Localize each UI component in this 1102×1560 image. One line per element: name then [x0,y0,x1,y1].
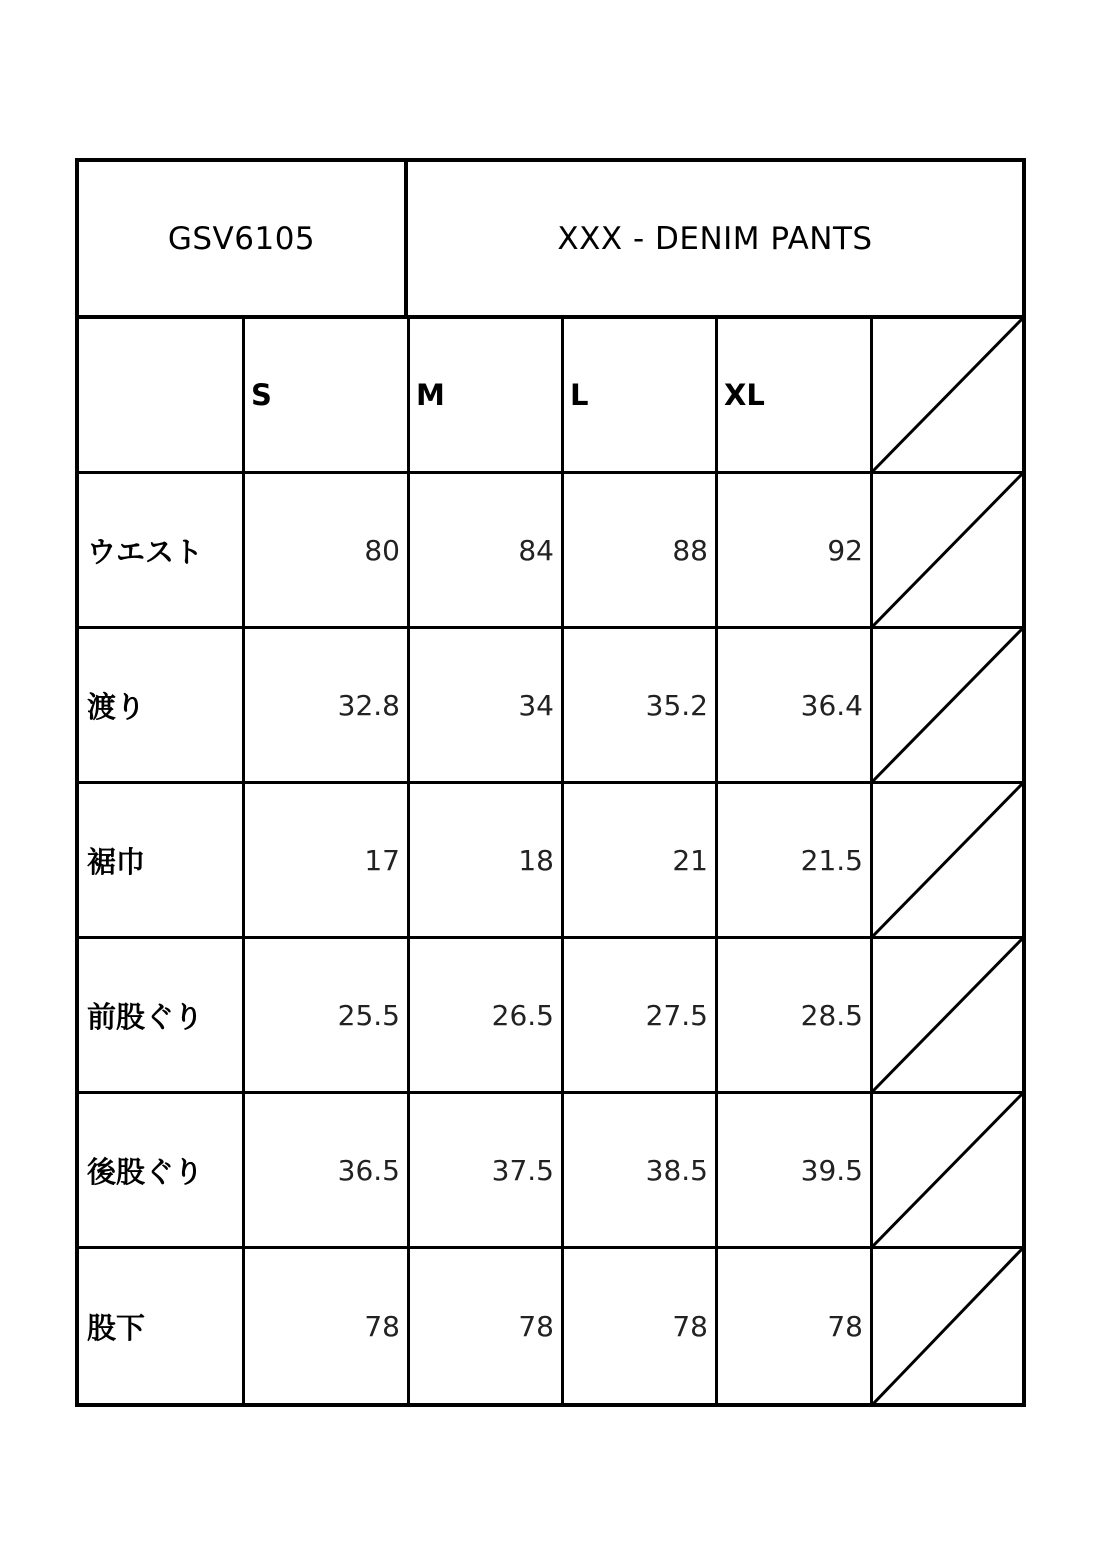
table-row [79,629,1022,784]
value: 35.2 [645,688,708,722]
value: 21 [672,843,708,877]
size-label: XL [724,378,765,412]
empty-slashed-cell [873,939,1022,1091]
size-header-cell [245,319,410,471]
row-label: 前股ぐり [87,999,204,1034]
table-row [79,1249,1022,1404]
value: 78 [518,1310,554,1343]
diagonal-slash-icon [873,939,1022,1091]
value: 88 [672,533,708,567]
size-header-row [79,319,1022,474]
value: 36.5 [337,1153,400,1187]
value-cell [718,1094,873,1246]
value: 38.5 [645,1153,708,1187]
size-label: S [251,378,272,412]
value-cell [718,939,873,1091]
value-cell [410,474,564,626]
row-label-cell [79,629,245,781]
value-cell [245,784,410,936]
row-label-cell [79,939,245,1091]
value-cell [245,1094,410,1246]
empty-slashed-cell [873,319,1022,471]
value: 28.5 [800,998,863,1032]
diagonal-slash-icon [873,319,1022,471]
table-row [79,939,1022,1094]
row-label: 裾巾 [87,844,146,879]
diagonal-slash-icon [873,1094,1022,1246]
value: 17 [364,843,400,877]
value-cell [564,784,718,936]
product-name: XXX - DENIM PANTS [557,220,873,257]
value-cell [718,784,873,936]
value-cell [410,939,564,1091]
diagonal-slash-icon [873,1249,1022,1404]
row-label-cell [79,1094,245,1246]
value: 37.5 [491,1153,554,1187]
value: 32.8 [337,688,400,722]
empty-slashed-cell [873,474,1022,626]
diagonal-slash-icon [873,474,1022,626]
size-label: L [570,378,589,412]
row-label: 股下 [87,1311,146,1345]
size-header-cell [564,319,718,471]
empty-slashed-cell [873,1249,1022,1404]
product-code: GSV6105 [79,162,408,315]
value-cell [718,474,873,626]
measurement-grid [79,319,1022,1403]
value-cell [245,1249,410,1404]
table-row [79,784,1022,939]
corner-cell [79,319,245,471]
value: 78 [672,1310,708,1343]
empty-slashed-cell [873,629,1022,781]
diagonal-slash-icon [873,629,1022,781]
value: 39.5 [800,1153,863,1187]
value-cell [410,1249,564,1404]
table-row [79,474,1022,629]
row-label: 後股ぐり [87,1154,204,1189]
value-cell [564,939,718,1091]
table-row [79,1094,1022,1249]
value: 78 [827,1310,863,1343]
value: 34 [518,688,554,722]
value-cell [718,629,873,781]
value: 26.5 [491,998,554,1032]
value: 84 [518,533,554,567]
value-cell [564,1249,718,1404]
value-cell [245,629,410,781]
size-header-cell [718,319,873,471]
row-label-cell [79,1249,245,1404]
value-cell [718,1249,873,1404]
value: 25.5 [337,998,400,1032]
value: 80 [364,533,400,567]
value-cell [564,1094,718,1246]
value: 21.5 [800,843,863,877]
value: 27.5 [645,998,708,1032]
size-header-cell [410,319,564,471]
empty-slashed-cell [873,1094,1022,1246]
value: 92 [827,533,863,567]
value-cell [564,474,718,626]
row-label-cell [79,474,245,626]
row-label-cell [79,784,245,936]
value: 78 [364,1310,400,1343]
value-cell [245,474,410,626]
value-cell [245,939,410,1091]
size-label: M [416,378,445,412]
value-cell [410,784,564,936]
diagonal-slash-icon [873,784,1022,936]
empty-slashed-cell [873,784,1022,936]
value-cell [564,629,718,781]
row-label: ウエスト [87,534,204,569]
value: 18 [518,843,554,877]
value-cell [410,1094,564,1246]
value-cell [410,629,564,781]
row-label: 渡り [87,689,146,724]
size-chart-table [75,158,1026,1407]
value: 36.4 [800,688,863,722]
table-header [79,162,1022,319]
